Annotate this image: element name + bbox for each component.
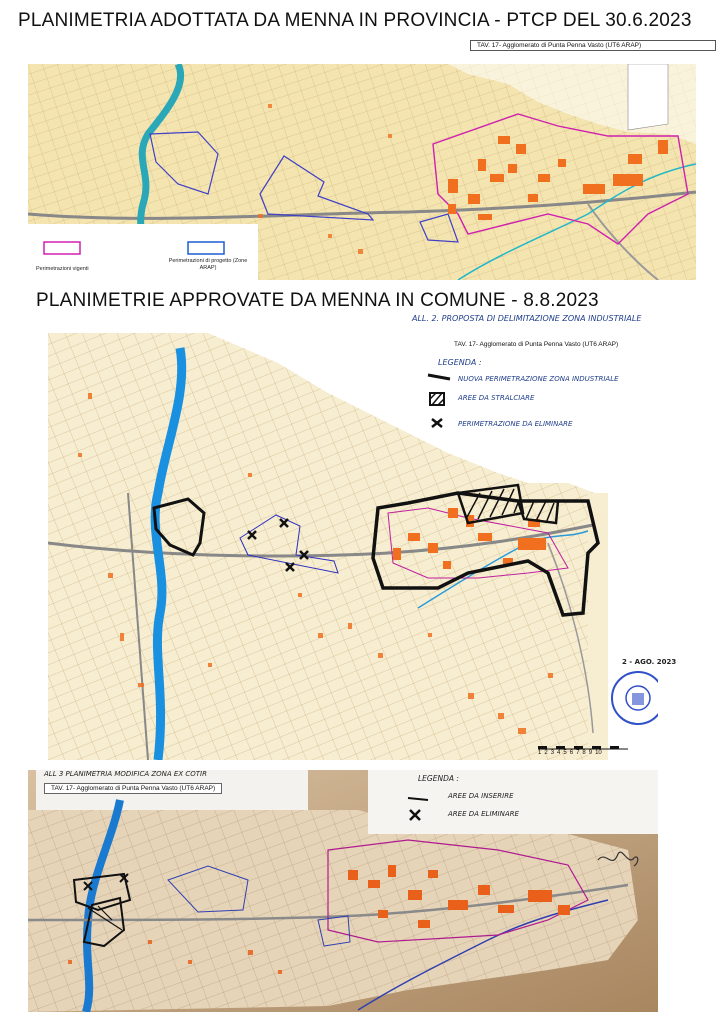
legend3-inserire-label: AREE DA INSERIRE	[448, 792, 514, 800]
scale-tick: 2	[544, 750, 548, 756]
all2-note: ALL. 2. PROPOSTA DI DELIMITAZIONE ZONA INDUSTRIALE	[412, 314, 642, 323]
legend2-eliminare-label: PERIMETRAZIONE DA ELIMINARE	[458, 420, 573, 428]
stamp-date: 2 - AGO. 2023	[622, 658, 677, 666]
legend2-stralciare-label: AREE DA STRALCIARE	[458, 394, 535, 402]
section2-tav-label: TAV. 17- Agglomerato di Punta Penna Vasto (UT6 ARAP)	[454, 341, 619, 348]
scale-bar-labels	[538, 750, 658, 756]
section1-title: PLANIMETRIA ADOTTATA DA MENNA IN PROVINCIA - PTCP DEL 30.6.2023	[18, 10, 692, 31]
legend3-title: LEGENDA :	[418, 774, 459, 783]
section1-tav-label: TAV. 17- Agglomerato di Punta Penna Vasto (UT6 ARAP)	[470, 40, 716, 51]
scale-tick: 7	[576, 750, 580, 756]
scale-tick: 3	[550, 750, 555, 756]
legend2-nuova-label: NUOVA PERIMETRAZIONE ZONA INDUSTRIALE	[458, 375, 619, 383]
section3-tav-label: TAV. 17- Agglomerato di Punta Penna Vasto (UT6 ARAP)	[44, 783, 222, 794]
section2-title: PLANIMETRIE APPROVATE DA MENNA IN COMUNE - 8.8.2023	[36, 290, 599, 311]
scale-tick: 6	[569, 750, 574, 756]
legend-progetto-label: Perimetrazioni di progetto (Zone ARAP)	[168, 258, 248, 271]
legend2-title: LEGENDA :	[438, 358, 482, 367]
scale-tick: 1	[538, 750, 542, 756]
map-comune	[48, 333, 658, 760]
legend-vigenti-label: Perimetrazioni vigenti	[36, 266, 89, 272]
scale-tick: 4	[557, 750, 561, 756]
scale-tick: 8	[582, 750, 586, 756]
scale-tick: 9	[588, 750, 593, 756]
map-photo-cotir	[28, 770, 658, 1012]
scale-tick: 5	[563, 750, 567, 756]
scale-tick: 10	[595, 750, 602, 756]
map-ptcp	[28, 64, 696, 280]
all3-note: ALL 3 PLANIMETRIA MODIFICA ZONA EX COTIR	[44, 770, 207, 778]
legend3-eliminare-label: AREE DA ELIMINARE	[448, 810, 519, 818]
